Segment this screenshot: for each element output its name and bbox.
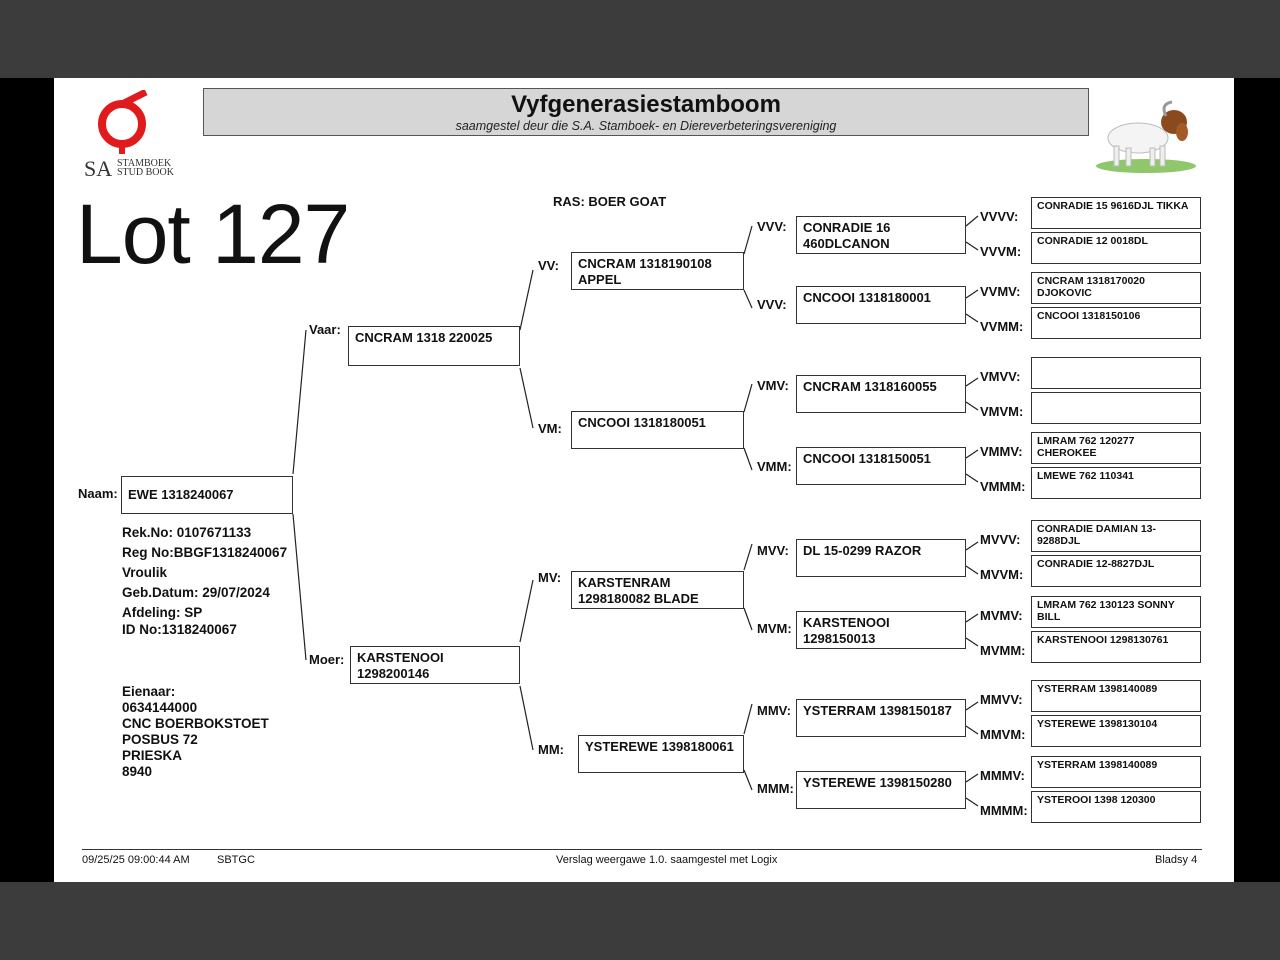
mmv-label: MMV: [757,703,791,718]
top-letterbox [0,0,1280,78]
gen5-box: LMEWE 762 110341 [1031,467,1201,499]
vmm-label: VMM: [757,459,792,474]
gen5-label: MVMV: [980,608,1023,623]
mm-box: YSTEREWE 1398180061 [578,735,744,773]
lot-number: Lot 127 [76,187,350,281]
gen5-label: MMVM: [980,727,1026,742]
vm-label: VM: [538,421,562,436]
vmm-box: CNCOOI 1318150051 [796,447,966,485]
footer-divider [82,849,1202,850]
gen5-box: CONRADIE 12 0018DL [1031,232,1201,264]
vvm-box: CNCOOI 1318180001 [796,286,966,324]
mvv-box: DL 15-0299 RAZOR [796,539,966,577]
mmm-box: YSTEREWE 1398150280 [796,771,966,809]
bottom-letterbox [0,882,1280,960]
owner-name: CNC BOERBOKSTOET [122,716,269,731]
vaar-label: Vaar: [309,322,341,337]
gen5-box: CNCRAM 1318170020 DJOKOVIC [1031,272,1201,304]
gen5-box: LMRAM 762 130123 SONNY BILL [1031,596,1201,628]
gen5-box: CONRADIE DAMIAN 13-9288DJL [1031,520,1201,552]
rek-no: Rek.No: 0107671133 [122,525,252,540]
gen5-label: VMMM: [980,479,1026,494]
gen5-box [1031,357,1201,389]
owner-block [122,684,269,780]
owner-address: POSBUS 72 [122,732,198,747]
breed-label: RAS: BOER GOAT [553,194,667,209]
vm-box: CNCOOI 1318180051 [571,411,744,449]
name-label: Naam: [78,486,118,501]
birth-date: Geb.Datum: 29/07/2024 [122,585,270,600]
mmm-label: MMM: [757,781,794,796]
owner-phone: 0634144000 [122,700,198,715]
gen5-box: CONRADIE 12-8827DJL [1031,555,1201,587]
right-letterbox [1234,78,1280,882]
page-title: Vyfgenerasiestamboom [511,91,781,118]
mv-box: KARSTENRAM 1298180082 BLADE [571,571,744,609]
gen5-box: YSTERRAM 1398140089 [1031,680,1201,712]
gen5-box: YSTEREWE 1398130104 [1031,715,1201,747]
logo-sa: SA [84,156,113,181]
page-subtitle: saamgestel deur die S.A. Stamboek- en Diereverbeteringsvereniging [455,119,837,133]
vvv-box: CONRADIE 16 460DLCANON [796,216,966,254]
owner-postcode: 8940 [122,764,153,779]
vv-label: VV: [538,258,559,273]
logo-line2: STUD BOOK [117,167,174,178]
gen5-label: VMVM: [980,404,1024,419]
gen5-label: VMVV: [980,369,1021,384]
footer-datetime: 09/25/25 09:00:44 AM [82,854,190,866]
gen5-box: YSTERRAM 1398140089 [1031,756,1201,788]
left-letterbox [0,78,54,882]
gen5-label: VMMV: [980,444,1023,459]
gen5-label: VVVV: [980,209,1019,224]
gen5-box: CONRADIE 15 9616DJL TIKKA [1031,197,1201,229]
gen5-label: MVVM: [980,567,1024,582]
moer-label: Moer: [309,652,345,667]
gen5-label: MMVV: [980,692,1023,707]
gen5-label: MVVV: [980,532,1021,547]
gen5-box: YSTEROOI 1398 120300 [1031,791,1201,823]
gen5-label: VVVM: [980,244,1022,259]
vvv-label: VVV: [757,219,787,234]
logo-line1: STAMBOEK [117,158,172,169]
gen5-label: VVMM: [980,319,1024,334]
vmv-box: CNCRAM 1318160055 [796,375,966,413]
footer-report: Verslag weergawe 1.0. saamgestel met Logix [556,854,778,866]
vmv-label: VMV: [757,378,789,393]
mvm-label: MVM: [757,621,792,636]
reg-no: Reg No:BBGF1318240067 [122,545,288,560]
owner-town: PRIESKA [122,748,183,763]
gen5-label: MMMM: [980,803,1028,818]
id-no: ID No:1318240067 [122,622,237,637]
moer-box: KARSTENOOI 1298200146 [350,646,520,684]
gen5-box: CNCOOI 1318150106 [1031,307,1201,339]
owner-label: Eienaar: [122,684,176,699]
animal-name-box: EWE 1318240067 [121,476,293,514]
gen5-label: VVMV: [980,284,1021,299]
mvm-box: KARSTENOOI 1298150013 [796,611,966,649]
vvm-label: VVV: [757,297,787,312]
gen5-box: KARSTENOOI 1298130761 [1031,631,1201,663]
pedigree-document [54,78,1234,882]
footer-page: Bladsy 4 [1155,854,1198,866]
footer-code: SBTGC [217,854,255,866]
sex: Vroulik [122,565,168,580]
mmv-box: YSTERRAM 1398150187 [796,699,966,737]
gen5-box [1031,392,1201,424]
gen5-label: MVMM: [980,643,1026,658]
mv-label: MV: [538,570,562,585]
gen5-label: MMMV: [980,768,1025,783]
mm-label: MM: [538,742,564,757]
gen5-box: LMRAM 762 120277 CHEROKEE [1031,432,1201,464]
mvv-label: MVV: [757,543,789,558]
vv-box: CNCRAM 1318190108 APPEL [571,252,744,290]
section: Afdeling: SP [122,605,203,620]
vaar-box: CNCRAM 1318 220025 [348,326,520,366]
